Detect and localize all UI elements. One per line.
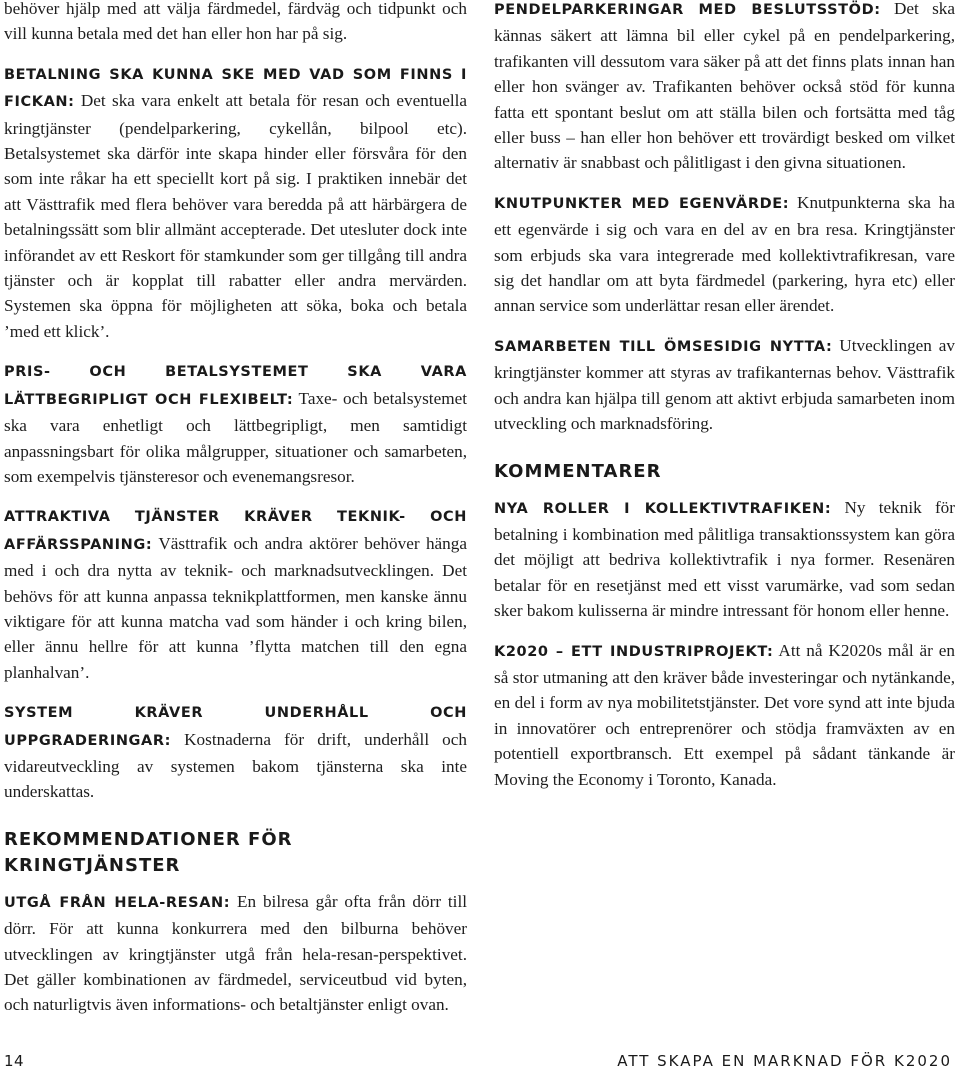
paragraph-text: Utvecklingen av kringtjänster kommer att styras av trafikanternas behov. Västtrafik och andra kan hjälpa till genom att aktivt erbjuda samarbeten inom utveckling och marknadsföring.	[494, 335, 955, 434]
paragraph-text: Taxe- och betalsystemet ska vara enhetligt och lättbegripligt, men samtidigt anpassningsbart för olika målgrupper, situationer och samarbeten, som exempelvis tjänsteresor och evenemangsresor.	[4, 388, 467, 486]
section-heading-comments: KOMMENTARER	[494, 460, 662, 482]
paragraph-text: Ny teknik för betalning i kombination med pålitliga transaktionssystem kan göra det möjligt att bedriva kollektivtrafik i nya former. Resenären betalar för en resetjänst med ett visst varumärke, vad som sedan sker bakom kulisserna är mindre intressant för honom eller henne.	[494, 497, 955, 621]
paragraph-cooperation	[494, 333, 955, 437]
paragraph-price-system	[4, 358, 467, 489]
paragraph-new-roles	[494, 495, 955, 624]
paragraph-text: behöver hjälp med att välja färdmedel, färdväg och tidpunkt och vill kunna betala med det han eller hon har på sig.	[4, 0, 467, 44]
section-heading-recommendations: REKOMMENDATIONER FÖR KRINGTJÄNSTER	[4, 828, 293, 876]
paragraph-lead: PRIS- OCH BETALSYSTEMET SKA VARA LÄTTBEGRIPLIGT OCH FLEXIBELT:	[4, 364, 467, 408]
paragraph-hubs	[494, 190, 955, 319]
paragraph-text: Kostnaderna för drift, underhåll och vidareutveckling av systemen bakom tjänsterna ska inte underskattas.	[4, 729, 467, 802]
paragraph-lead: SAMARBETEN TILL ÖMSESIDIG NYTTA:	[494, 338, 833, 355]
paragraph-lead: K2020 – ETT INDUSTRIPROJEKT:	[494, 643, 774, 660]
right-column	[494, 0, 955, 792]
paragraph-lead: ATTRAKTIVA TJÄNSTER KRÄVER TEKNIK- OCH AFFÄRSSPANING:	[4, 509, 467, 553]
paragraph-text: Västtrafik och andra aktörer behöver hänga med i och dra nytta av teknik- och marknadsutvecklingen. Det behövs för att kunna anpassa teknikplattformen, men kanske ännu viktigare för att kunna matcha vad som händer i och kring bilen, eller ännu hellre för att kunna ’flytta matchen till den egna planhalvan’.	[4, 533, 467, 682]
paragraph-whole-journey	[4, 889, 467, 1018]
paragraph-park-and-ride	[494, 0, 955, 176]
paragraph-intro	[4, 0, 467, 47]
paragraph-maintenance	[4, 699, 467, 805]
paragraph-lead: UTGÅ FRÅN HELA-RESAN:	[4, 894, 231, 911]
paragraph-lead: KNUTPUNKTER MED EGENVÄRDE:	[494, 195, 790, 212]
paragraph-text: Att nå K2020s mål är en så stor utmaning att den kräver både investeringar och nytänkande, en del i form av nya mobilitetstjänster. Det vore synd att inte bjuda in innovatörer och entreprenörer och stödja framväxten av en potentiell exportbransch. Ett exempel på sådant tänkande är Moving the Economy i Toronto, Kanada.	[494, 640, 956, 789]
paragraph-lead: BETALNING SKA KUNNA SKE MED VAD SOM FINNS I FICKAN:	[4, 66, 467, 111]
paragraph-industry-project	[494, 638, 955, 792]
running-title: ATT SKAPA EN MARKNAD FÖR K2020	[617, 1052, 952, 1070]
paragraph-text: Det ska vara enkelt att betala för resan och eventuella kringtjänster (pendelparkering, cykellån, bilpool etc). Betalsystemet ska därför inte skapa hinder eller försvåra för den som inte råkar ha ett speciellt kort på sig. I praktiken innebär det att Västtrafik med flera behöver vara beredda på att härbärgera de betalningssätt som blir allmänt accepterade. Det utesluter dock inte införandet av ett Reskort för stamkunder som ger tillgång till andra tjänster och är kopplat till rabatter eller andra mervärden. Systemen ska öppna för möjligheten att söka, boka och betala ’med ett klick’.	[4, 91, 467, 341]
page-number: 14	[4, 1052, 25, 1070]
paragraph-lead: NYA ROLLER I KOLLEKTIVTRAFIKEN:	[494, 500, 832, 517]
paragraph-lead: PENDELPARKERINGAR MED BESLUTSSTÖD:	[494, 2, 881, 18]
paragraph-lead: SYSTEM KRÄVER UNDERHÅLL OCH UPPGRADERINGAR:	[4, 705, 467, 749]
left-column	[4, 0, 467, 1018]
page-footer	[0, 1052, 960, 1072]
paragraph-text: Det ska kännas säkert att lämna bil eller cykel på en pendelparkering, trafikanten vill dessutom vara säker på att det finns plats innan han eller hon svänger av. Trafikanten behöver också stöd för kunna fatta ett spontant beslut om att ställa bilen och fortsätta med tåg eller buss – han eller hon behöver ett trovärdigt besked om vilket alternativ är snabbast och pålitligast i den givna situationen.	[494, 0, 955, 173]
paragraph-tech-scouting	[4, 503, 467, 685]
paragraph-text: En bilresa går ofta från dörr till dörr. För att kunna konkurrera med den bilburna behöver utvecklingen av kringtjänster utgå från hela-resan-perspektivet. Det gäller kombinationen av färdmedel, serviceutbud vid byten, och naturligtvis även informations- och betaltjänster enligt ovan.	[4, 891, 467, 1015]
paragraph-payment-pocket	[4, 61, 467, 344]
paragraph-text: Knutpunkterna ska ha ett egenvärde i sig och vara en del av en bra resa. Kringtjänster som erbjuds ska vara integrerade med kollektivtrafikresan, vare sig det handlar om att byta färdmedel (parkering, hyra etc) eller annan service som underlättar resan eller ärendet.	[494, 192, 955, 316]
